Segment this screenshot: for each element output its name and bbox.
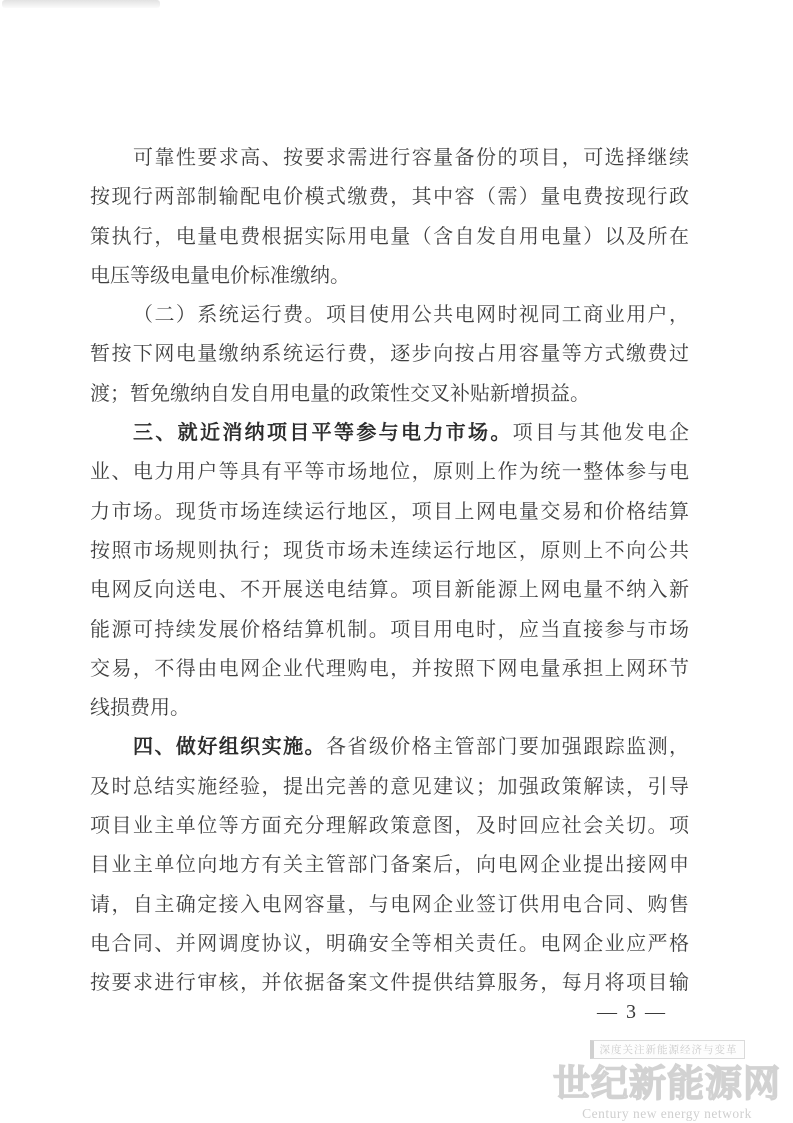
paragraph-3-line-4 xyxy=(90,532,689,571)
body-text: 策执行，电量电费根据实际用电量（含自发自用电量）以及所在 xyxy=(90,225,689,248)
body-text: 各省级价格主管部门要加强跟踪监测， xyxy=(325,736,689,759)
paragraph-3-line-1 xyxy=(90,414,689,453)
body-text: 电网反向送电、不开展送电结算。项目新能源上网电量不纳入新 xyxy=(90,579,689,602)
paragraph-4-line-3 xyxy=(90,807,689,846)
paragraph-1-line-3 xyxy=(90,218,689,257)
body-text: 按要求进行审核，并依据备案文件提供结算服务，每月将项目输 xyxy=(90,972,689,995)
body-text: 暂按下网电量缴纳系统运行费，逐步向按占用容量等方式缴费过 xyxy=(90,343,689,366)
body-text: 业、电力用户等具有平等市场地位，原则上作为统一整体参与电 xyxy=(90,461,689,484)
body-text: 线损费用。 xyxy=(90,697,190,720)
paragraph-3-line-5 xyxy=(90,571,689,610)
paragraph-2-line-3 xyxy=(90,375,689,414)
paragraph-4-line-5 xyxy=(90,886,689,925)
paragraph-3-line-2 xyxy=(90,453,689,492)
paragraph-4-line-7 xyxy=(90,964,689,1003)
body-text: 按现行两部制输配电价模式缴费，其中容（需）量电费按现行政 xyxy=(90,186,689,209)
body-text: 项目业主单位等方面充分理解政策意图，及时回应社会关切。项 xyxy=(90,815,689,838)
scan-artifact xyxy=(2,0,160,8)
watermark-slogan-box xyxy=(545,1040,789,1059)
document-text xyxy=(90,139,689,1004)
paragraph-4-line-2 xyxy=(90,768,689,807)
body-text: 力市场。现货市场连续运行地区，项目上网电量交易和价格结算 xyxy=(90,500,689,523)
paragraph-2-line-2 xyxy=(90,335,689,374)
section-heading-text: 四、做好组织实施。 xyxy=(133,736,326,759)
paragraph-3-line-3 xyxy=(90,493,689,532)
watermark-tagline: Century new energy network xyxy=(582,1105,752,1121)
body-text: 电合同、并网调度协议，明确安全等相关责任。电网企业应严格 xyxy=(90,932,689,955)
body-text: 及时总结实施经验，提出完善的意见建议；加强政策解读，引导 xyxy=(90,775,689,798)
watermark xyxy=(545,1040,789,1122)
watermark-slogan: 深度关注新能源经济与变革 xyxy=(590,1040,745,1059)
paragraph-1-line-1 xyxy=(90,139,689,178)
body-text: 目业主单位向地方有关主管部门备案后，向电网企业提出接网申 xyxy=(90,854,689,877)
body-text: 能源可持续发展价格结算机制。项目用电时，应当直接参与市场 xyxy=(90,618,689,641)
body-text: 可靠性要求高、按要求需进行容量备份的项目，可选择继续 xyxy=(133,147,689,169)
paragraph-2-line-1 xyxy=(90,296,689,335)
body-text: 电压等级电量电价标准缴纳。 xyxy=(90,264,350,287)
body-text: 项目与其他发电企 xyxy=(512,422,689,445)
body-text: （二）系统运行费。项目使用公共电网时视同工商业用户， xyxy=(133,304,689,327)
paragraph-3-line-8 xyxy=(90,689,689,728)
paragraph-4-line-1 xyxy=(90,728,689,767)
section-heading-text: 三、就近消纳项目平等参与电力市场。 xyxy=(133,422,513,445)
body-text: 交易，不得由电网企业代理购电，并按照下网电量承担上网环节 xyxy=(90,657,689,680)
watermark-brand: 世纪新能源网 xyxy=(553,1063,781,1104)
paragraph-3-line-7 xyxy=(90,650,689,689)
paragraph-1-line-4 xyxy=(90,257,689,296)
body-text: 请，自主确定接入电网容量，与电网企业签订供用电合同、购售 xyxy=(90,893,689,916)
paragraph-3-line-6 xyxy=(90,611,689,650)
paragraph-1-line-2 xyxy=(90,178,689,217)
body-text: 按照市场规则执行；现货市场未连续运行地区，原则上不向公共 xyxy=(90,539,689,562)
paragraph-4-line-6 xyxy=(90,925,689,964)
body-text: 渡；暂免缴纳自发自用电量的政策性交叉补贴新增损益。 xyxy=(90,382,590,405)
page-number: — 3 — xyxy=(597,1001,667,1023)
paragraph-4-line-4 xyxy=(90,846,689,885)
